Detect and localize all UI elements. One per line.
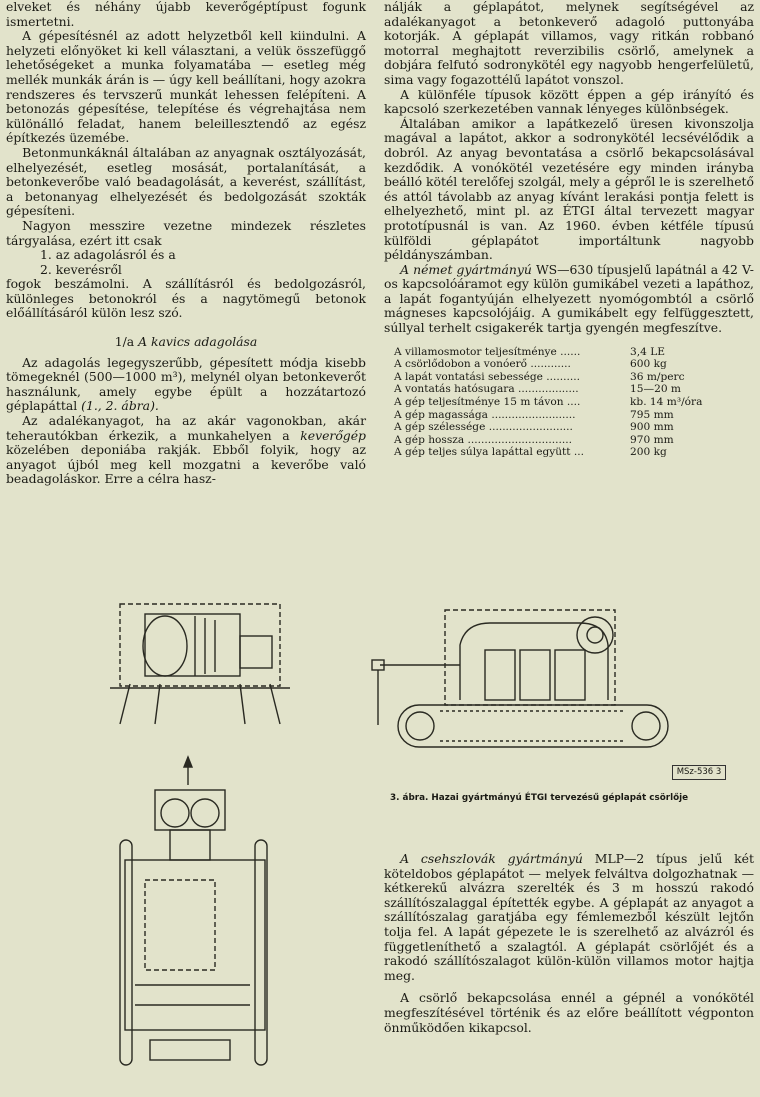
figure-reference: (1., 2. ábra).	[81, 398, 159, 414]
spec-value: 900 mm	[630, 421, 674, 434]
paragraph	[6, 356, 366, 414]
figure-tag: MSz-536 3	[672, 765, 726, 780]
spec-label: A vontatás hatósugara ..................	[394, 383, 579, 396]
spec-row	[394, 409, 734, 422]
section-heading	[6, 335, 366, 350]
mixer-front-view-drawing	[100, 755, 280, 1095]
left-column	[6, 0, 366, 487]
emphasis-text: A csehszlovák gyártmányú	[400, 851, 583, 866]
spec-value: 200 kg	[630, 446, 667, 459]
paragraph-text: Az adagolás legegyszerűbb, gépesített módja kisebb tömegeknél (500—1000 m³), melynél olyan betonkeverőt használunk, amely egybe épült a hozzátartozó géplapáttal	[6, 354, 366, 414]
figure-caption: 3. ábra. Hazai gyártmányú ÉTGI tervezésű géplapát csörlője	[390, 793, 689, 803]
spec-value: 36 m/perc	[630, 370, 685, 383]
spec-row	[394, 434, 734, 447]
spec-value: 15—20 m	[630, 383, 681, 396]
spec-row	[394, 396, 734, 409]
specs-table	[394, 346, 734, 459]
spec-value: kb. 14 m³/óra	[630, 396, 703, 409]
paragraph-text: közelében deponiába rakják. Ebből folyik, hogy az anyagot újból meg kell mozgatni a keverőbe való beadagoláskor. Erre a célra hasz-	[6, 442, 366, 487]
right-column	[384, 0, 754, 459]
spec-value: 970 mm	[630, 433, 674, 446]
mixer-side-view-drawing	[100, 596, 300, 736]
paragraph: elveket és néhány újabb keverőgéptípust fogunk ismertetni.	[6, 0, 366, 29]
section-title: A kavics adagolása	[138, 334, 258, 350]
spec-row	[394, 446, 734, 459]
spec-label: A lapát vontatási sebessége ..........	[394, 370, 580, 383]
section-number: 1/a	[114, 334, 135, 350]
paragraph	[6, 414, 366, 487]
spec-row	[394, 371, 734, 384]
emphasis-text: keverőgép	[300, 427, 366, 443]
spec-value: 3,4 LE	[630, 345, 665, 358]
paragraph: Betonmunkáknál általában az anyagnak osztályozását, elhelyezését, esetleg mosását, portalanítását, a betonkeverőbe való beadagolását, a keverést, szállítást, a betonanyag elhelyezését és bedolgozását szokták gépesíteni.	[6, 144, 366, 219]
emphasis-text: A német gyártmányú	[400, 261, 532, 277]
spec-value: 795 mm	[630, 408, 674, 421]
paragraph	[384, 852, 754, 983]
paragraph: A csörlő bekapcsolása ennél a gépnél a vonókötél megfeszítésével történik és az előre beállított végponton önműködően kikapcsol.	[384, 990, 754, 1035]
list-item: 1. az adagolásról és a	[40, 247, 176, 263]
spec-label: A gép teljesítménye 15 m távon ....	[394, 396, 581, 409]
paragraph: nálják a géplapátot, melynek segítségével az adalékanyagot a betonkeverő adagoló puttonyába kotorják. A géplapát villamos, vagy ritkán robbanó motorral meghajtott reverzibilis csörlő, amelynek a dobjára felfutó sodronykötél egy nagyobb hengerfelületű, sima vagy fogazottélű lapátot vonszol.	[384, 0, 754, 87]
spec-row	[394, 383, 734, 396]
spec-row	[394, 346, 734, 359]
spec-value: 600 kg	[630, 358, 667, 371]
spec-label: A csörlődobon a vonóerő ............	[394, 358, 571, 371]
spec-label: A gép szélessége .........................	[394, 421, 573, 434]
paragraph-text: WS—630 típusjelű lapátnál a 42 V-os kapcsolóáramot egy külön gumikábel vezeti a lapáthoz, a lapát fogantyúján elhelyezett nyomógombtól a csörlő mágneses kapcsolójáig. A gumikábelt egy felfüggesztett, súllyal terhelt csigakerék tartja gyengén megfeszítve.	[384, 261, 754, 336]
paragraph: A gépesítésnél az adott helyzetből kell kiindulni. A helyzeti előnyöket ki kell választani, a velük összefüggő lehetőségeket a munka folyamatába — esetleg még mellék munkák árán is — úgy kell beállítani, hogy azokra rendszeres és tervszerű munkát lehessen felépíteni. A betonozás gépesítése, telepítése és végrehajtása nem különálló feladat, hanem beleillesztendő az egész építkezés üzemébe.	[6, 28, 366, 146]
spec-row	[394, 358, 734, 371]
paragraph: Általában amikor a lapátkezelő üresen kivonszolja magával a lapátot, akkor a sodronykötél lecsévélődik a dobról. Az anyag bevontatása a csörlő bekapcsolásával kezdődik. A vonókötél vezetésére egy minden irányba beálló kötél terelőfej szolgál, mely a gépről le is szerelhető és attól távolabb az anyag kívánt lerakási pontja felett is elhelyezhető, mint pl. az ÉTGI által tervezett magyar prototípusnál is van. Az 1960. évben kétféle típusú külföldi géplapátot importáltunk nagyobb példányszámban.	[384, 115, 754, 263]
spec-row	[394, 421, 734, 434]
paragraph	[384, 263, 754, 336]
paragraph: fogok beszámolni. A szállításról és bedolgozásról, különleges betonokról és a nagytömegű betonok előállításáról külön lesz szó.	[6, 276, 366, 321]
paragraph: Nagyon messzire vezetne mindezek részletes tárgyalása, ezért itt csak	[6, 217, 366, 248]
paragraph-text: Az adalékanyagot, ha az akár vagonokban, akár teherautókban érkezik, a munkahelyen a	[6, 413, 366, 443]
paragraph: A különféle típusok között éppen a gép irányító és kapcsoló szerkezetében vannak lényeges különbségek.	[384, 86, 754, 117]
spec-label: A gép magassága .........................	[394, 408, 576, 421]
paragraph-text: MLP—2 típus jelű két köteldobos géplapátot — melyek felváltva dolgozhatnak — kétkerekű alvázra szerelték és 3 m hosszú rakodó szállítószalaggal építették egybe. A géplapát az anyagot a szállítószalag garatjába egy fémlemezből készült lejtőn tolja fel. A lapát gépezete le is szerelhető az alvázról és függetleníthető a szalagtól. A géplapát csörlőjét és a rakodó szállítószalagot külön-külön villamos motor hajtja meg.	[384, 851, 754, 983]
spec-label: A gép teljes súlya lapáttal együtt ...	[394, 446, 585, 459]
spec-label: A villamosmotor teljesítménye ......	[394, 345, 581, 358]
spec-label: A gép hossza ...............................	[394, 433, 572, 446]
numbered-list	[40, 248, 366, 277]
shovel-winch-drawing	[350, 605, 710, 765]
right-column-bottom	[384, 852, 754, 1035]
list-item: 2. keverésről	[40, 261, 122, 277]
